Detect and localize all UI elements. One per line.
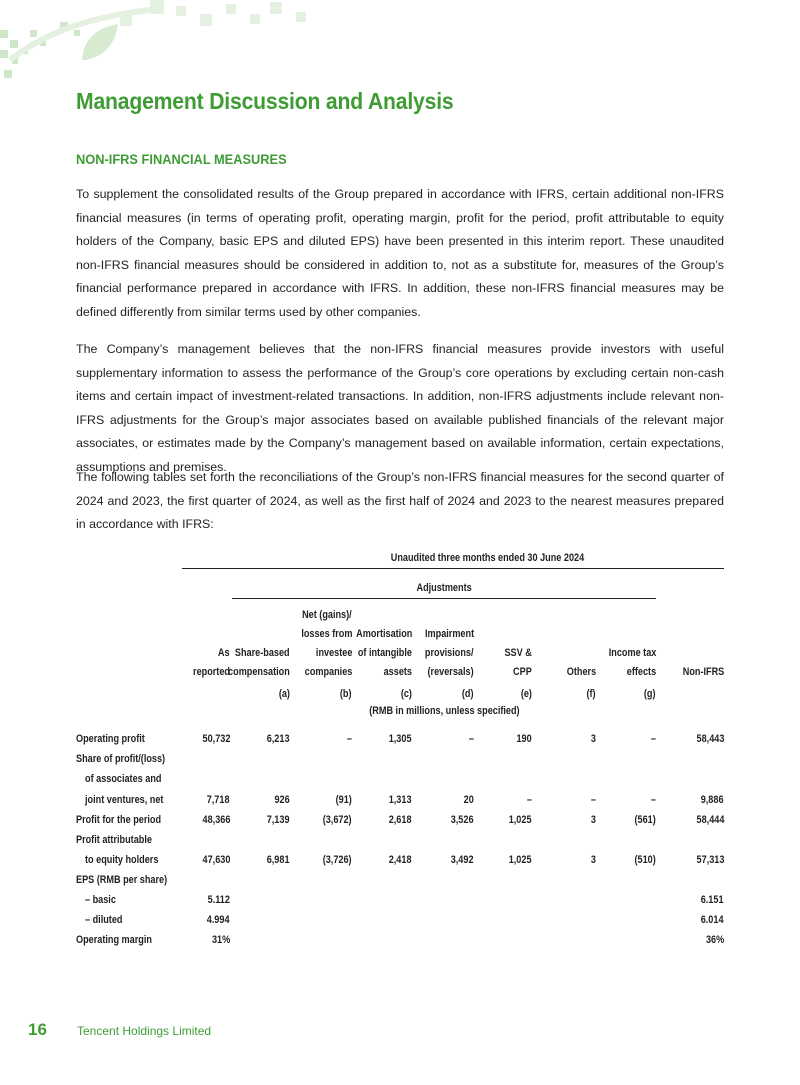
- row-label: Profit for the period: [76, 814, 162, 826]
- row-label: Share of profit/(loss): [76, 753, 166, 765]
- column-header-line: losses from: [300, 628, 352, 640]
- column-header-line: assets: [383, 666, 412, 678]
- table-cell: 20: [463, 794, 474, 806]
- table-cell: 926: [274, 794, 290, 806]
- table-row: [76, 773, 724, 793]
- table-cell: 9,886: [701, 794, 724, 806]
- table-caption: Unaudited three months ended 30 June 2024: [390, 552, 584, 564]
- table-cell: –: [650, 794, 656, 806]
- column-header-line: (reversals): [427, 666, 474, 678]
- column-header-line: Net (gains)/: [302, 609, 352, 621]
- table-cell: 50,732: [202, 733, 230, 745]
- column-header-line: Income tax: [608, 647, 656, 659]
- table-cell: 1,313: [389, 794, 412, 806]
- table-cell: 31%: [211, 934, 230, 946]
- company-name: Tencent Holdings Limited: [77, 1024, 212, 1038]
- column-header-line: reported: [193, 666, 230, 678]
- table-cell: 3,492: [451, 854, 474, 866]
- table-row: [76, 854, 724, 874]
- column-ref: (g): [644, 688, 656, 700]
- row-label: Operating margin: [76, 934, 152, 946]
- table-cell: –: [346, 733, 352, 745]
- table-cell: 1,025: [509, 814, 532, 826]
- table-cell: –: [650, 733, 656, 745]
- section-heading: NON-IFRS FINANCIAL MEASURES: [76, 152, 287, 167]
- table-row: [76, 794, 724, 814]
- table-cell: 1,025: [509, 854, 532, 866]
- column-header-line: Others: [566, 666, 596, 678]
- caption-rule: [182, 568, 724, 569]
- row-label: of associates and: [85, 773, 162, 785]
- table-cell: 58,443: [696, 733, 724, 745]
- table-row: [76, 894, 724, 914]
- row-label: – diluted: [85, 914, 123, 926]
- column-header-line: of intangible: [357, 647, 412, 659]
- column-ref: (d): [462, 688, 474, 700]
- header-decoration: [0, 0, 330, 100]
- adjustments-caption: Adjustments: [416, 582, 472, 594]
- table-cell: (3,672): [323, 814, 352, 826]
- column-header-line: provisions/: [425, 647, 474, 659]
- table-cell: 7,139: [267, 814, 290, 826]
- table-row: [76, 914, 724, 934]
- paragraph-3: The following tables set forth the reconciliations of the Group’s non-IFRS financial measures for the second quarter of 2024 and 2023, the first quarter of 2024, as well as the first half of 2024 and 2023 to the nearest measures prepared in accordance with IFRS:: [76, 470, 724, 532]
- table-cell: 48,366: [202, 814, 230, 826]
- table-cell: 5.112: [207, 894, 230, 906]
- column-header-line: investee: [315, 647, 352, 659]
- table-cell: 2,418: [389, 854, 412, 866]
- table-cell: (91): [335, 794, 352, 806]
- column-ref: (a): [278, 688, 290, 700]
- table-cell: (561): [634, 814, 656, 826]
- table-cell: (510): [634, 854, 656, 866]
- table-cell: 47,630: [202, 854, 230, 866]
- table-cell: 58,444: [696, 814, 724, 826]
- row-label: – basic: [85, 894, 116, 906]
- table-row: [76, 874, 724, 894]
- table-cell: 6,981: [267, 854, 290, 866]
- row-label: Profit attributable: [76, 834, 152, 846]
- table-row: [76, 753, 724, 773]
- table-cell: 3: [590, 814, 596, 826]
- table-cell: 6.014: [701, 914, 724, 926]
- page-number: 16: [28, 1020, 47, 1039]
- column-ref: (c): [400, 688, 412, 700]
- table-cell: 6,213: [267, 733, 290, 745]
- table-cell: 57,313: [696, 854, 724, 866]
- table-cell: 3: [590, 854, 596, 866]
- paragraph-2: The Company’s management believes that the non-IFRS financial measures provide investors with useful supplementary information to assess the performance of the Group’s core operations by excluding certain non-cash items and certain impact of investment-related transactions. In addition, non-IFRS adjustments include relevant non-IFRS adjustments for the Group’s major associates based on available published financials of the relevant major associates, or estimates made by the Company’s management based on available information, certain expectations, assumptions and premises.: [76, 342, 724, 474]
- units-caption: (RMB in millions, unless specified): [368, 705, 520, 717]
- adjustments-rule: [232, 598, 656, 599]
- column-header-line: Share-based: [235, 647, 290, 659]
- paragraph-1: To supplement the consolidated results of the Group prepared in accordance with IFRS, certain additional non-IFRS financial measures (in terms of operating profit, operating margin, profit for the period, profit attributable to equity holders of the Company, basic EPS and diluted EPS) have been presented in this interim report. These unaudited non-IFRS financial measures should be considered in addition to, not as a substitute for, measures of the Group’s financial performance prepared in accordance with IFRS. In addition, these non-IFRS financial measures may be defined differently from similar terms used by other companies.: [76, 187, 724, 319]
- table-cell: 4.994: [207, 914, 230, 926]
- table-cell: 36%: [705, 934, 724, 946]
- table-cell: 3,526: [451, 814, 474, 826]
- column-header-line: SSV &: [504, 647, 532, 659]
- table-cell: 6.151: [701, 894, 724, 906]
- table-cell: 190: [516, 733, 532, 745]
- table-cell: 7,718: [207, 794, 230, 806]
- table-cell: –: [526, 794, 532, 806]
- table-cell: (3,726): [323, 854, 352, 866]
- row-label: Operating profit: [76, 733, 145, 745]
- column-header-line: compensation: [228, 666, 290, 678]
- column-header-line: effects: [626, 666, 656, 678]
- table-cell: –: [468, 733, 474, 745]
- column-header-line: Amortisation: [355, 628, 412, 640]
- table-cell: 2,618: [389, 814, 412, 826]
- table-row: [76, 934, 724, 954]
- row-label: EPS (RMB per share): [76, 874, 168, 886]
- column-header-line: Non-IFRS: [682, 666, 724, 678]
- column-header-line: As: [218, 647, 230, 659]
- row-label: to equity holders: [85, 854, 159, 866]
- table-cell: 3: [590, 733, 596, 745]
- column-ref: (e): [520, 688, 532, 700]
- page-title: Management Discussion and Analysis: [76, 88, 454, 114]
- table-row: [76, 733, 724, 753]
- table-cell: 1,305: [389, 733, 412, 745]
- row-label: joint ventures, net: [85, 794, 164, 806]
- table-row: [76, 814, 724, 834]
- column-header-line: CPP: [513, 666, 532, 678]
- column-ref: (b): [340, 688, 352, 700]
- table-cell: –: [590, 794, 596, 806]
- column-header-line: companies: [304, 666, 352, 678]
- column-ref: (f): [586, 688, 596, 700]
- table-row: [76, 834, 724, 854]
- column-header-line: Impairment: [424, 628, 474, 640]
